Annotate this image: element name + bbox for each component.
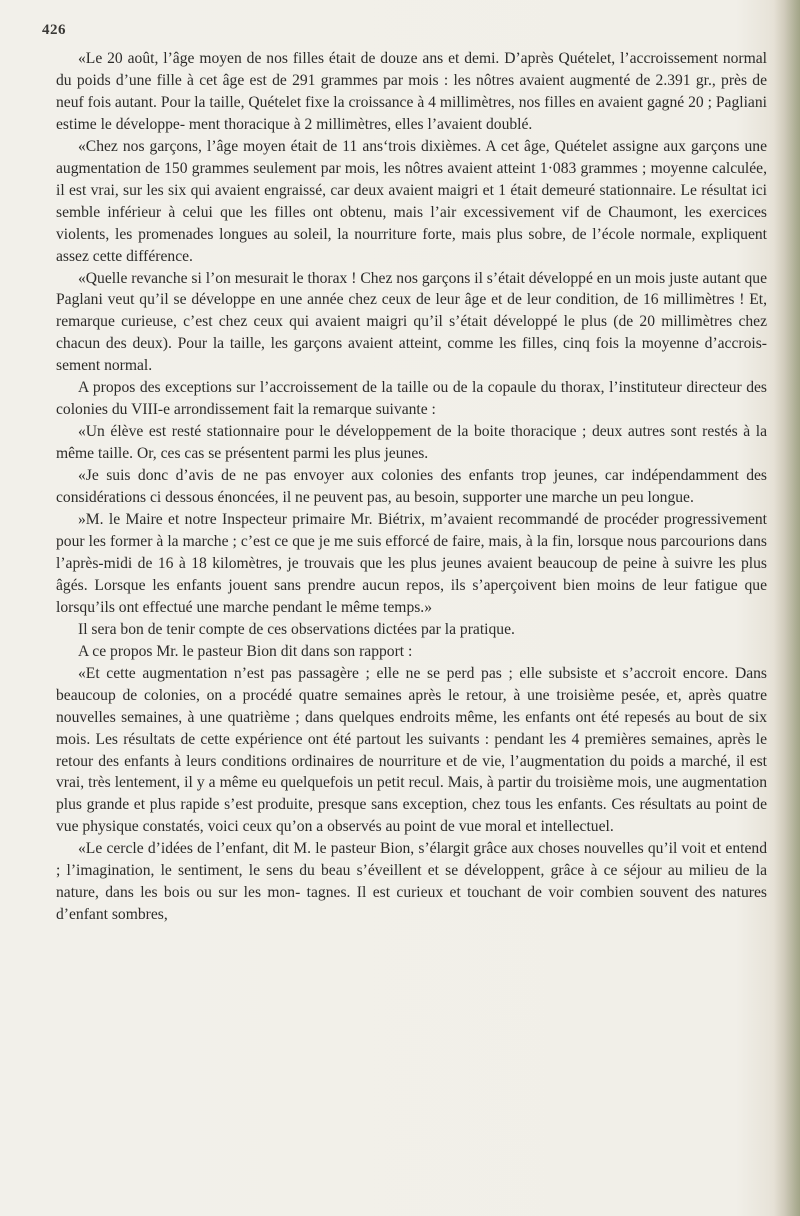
paragraph-2: «Chez nos garçons, l’âge moyen était de 11 ans‘trois dixièmes. A cet âge, Quételet assigne aux garçons une augmentation de 150 grammes seulement par mois, les nôtres avaient atteint 1·083 grammes ; moyenne calculée, il est vrai, sur les six qui avaient engraissé, car deux avaient maigri et 1 était demeuré stationnaire. Le résultat ici semble inférieur à celui que les filles ont obtenu, mais l’air excessivement vif de Chaumont, les exercices violents, les promenades longues au soleil, la nourriture forte, mais plus sobre, de l’école normale, expliquent assez cette différence. [56,137,767,265]
text-body [56,48,767,926]
paragraph-3: «Quelle revanche si l’on mesurait le thorax ! Chez nos garçons il s’était développé en un mois juste autant que Paglani veut qu’il se développe en une année chez ceux de leur âge et de leur condition, de 16 millimètres ! Et, remarque curieuse, c’est chez ceux qui avaient maigri qu’il s’était développé le plus (de 20 millimètres chez chacun des deux). Pour la taille, les garçons avaient atteint, comme les filles, cinq fois la moyenne d’accrois- sement normal. [56,269,767,375]
paragraph-4: A propos des exceptions sur l’accroissement de la taille ou de la copaule du thorax, l’instituteur directeur des colonies du VIII-e arrondissement fait la remarque suivante : [56,379,767,419]
page-edge-shadow [774,0,800,1216]
paragraph-6: «Je suis donc d’avis de ne pas envoyer aux colonies des enfants trop jeunes, car indépendamment des considérations ci dessous énoncées, il ne peuvent pas, au besoin, supporter une marche un peu longue. [56,467,767,507]
paragraph-11: «Le cercle d’idées de l’enfant, dit M. le pasteur Bion, s’élargit grâce aux choses nouvelles qu’il voit et entend ; l’imagination, le sentiment, le sens du beau s’éveillent et se développent, grâce à ce séjour au milieu de la nature, dans les bois ou sur les mon- tagnes. Il est curieux et touchant de voir combien souvent des natures d’enfant sombres, [56,840,767,924]
paragraph-8: Il sera bon de tenir compte de ces observations dictées par la pratique. [78,620,515,638]
paragraph-5: «Un élève est resté stationnaire pour le développement de la boite thoracique ; deux autres sont restés à la même taille. Or, ces cas se présentent parmi les plus jeunes. [56,423,767,463]
page-number: 426 [42,22,66,38]
paragraph-10: «Et cette augmentation n’est pas passagère ; elle ne se perd pas ; elle subsiste et s’accroit encore. Dans beaucoup de colonies, on a procédé quatre semaines après le retour, à une troisième pesée, et, après quatre nouvelles semaines, à une quatrième ; dans quelques endroits même, les enfants ont été repesés au bout de six mois. Les résultats de cette expérience ont été partout les suivants : pendant les 4 premières semaines, après le retour des enfants à leurs conditions ordinaires de nourriture et de vie, l’augmentation du poids a marché, il est vrai, très lentement, il y a même eu quelquefois un petit recul. Mais, à partir du troisième mois, une augmentation plus grande et plus rapide s’est produite, presque sans exception, chez tous les enfants. Ces résultats au point de vue physique constatés, voici ceux qu’on a observés au point de vue moral et intellectuel. [56,664,767,836]
paragraph-1: «Le 20 août, l’âge moyen de nos filles était de douze ans et demi. D’après Quételet, l’accroissement normal du poids d’une fille à cet âge est de 291 grammes par mois : les nôtres avaient augmenté de 2.391 gr., près de neuf fois autant. Pour la taille, Quételet fixe la croissance à 4 millimètres, nos filles en avaient gagné 20 ; Pagliani estime le développe- ment thoracique à 2 millimètres, elles l’avaient doublé. [56,50,767,133]
paragraph-7: »M. le Maire et notre Inspecteur primaire Mr. Biétrix, m’avaient recommandé de procéder progressivement pour les former à la marche ; c’est ce que je me suis efforcé de faire, mais, à la fin, lorsque nous parcourions dans l’après-midi de 16 à 18 kilomètres, je trouvais que les plus jeunes avaient beaucoup de peine à suivre les plus âgés. Lorsque les enfants jouent sans prendre aucun repos, ils s’aperçoivent bien moins de leur fatigue que lorsqu’ils ont effectué une marche pendant le même temps.» [56,511,767,616]
paragraph-9: A ce propos Mr. le pasteur Bion dit dans son rapport : [78,642,413,660]
